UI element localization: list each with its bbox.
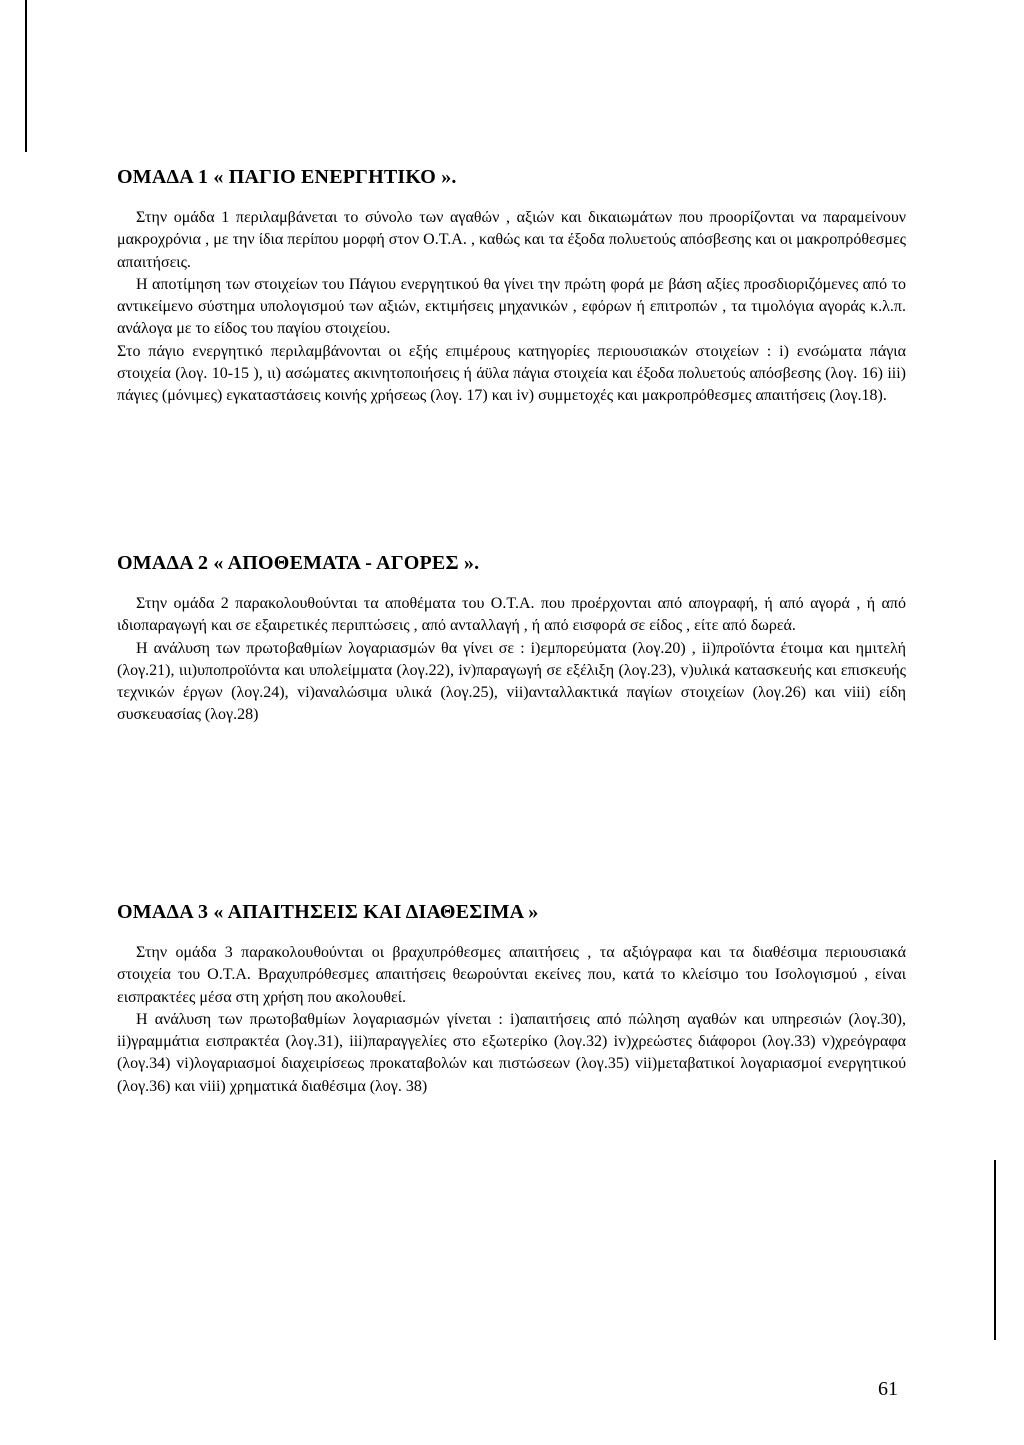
paragraph: Στην ομάδα 2 παρακολουθούνται τα αποθέματα του Ο.Τ.Α. που προέρχονται από απογραφή, ή από αγορά , ή από ιδιοπαραγωγή και σε εξαιρετικές περιπτώσεις , από ανταλλαγή , ή από εισφορά σε είδος , είτε από δωρεά. bbox=[117, 595, 906, 635]
margin-rule-bottom bbox=[994, 1160, 996, 1340]
section-body-group-3 bbox=[117, 942, 906, 1098]
paragraph: Στην ομάδα 3 παρακολουθούνται οι βραχυπρόθεσμες απαιτήσεις , τα αξιόγραφα και τα διαθέσιμα περιουσιακά στοιχεία του Ο.Τ.Α. Βραχυπρόθεσμες απαιτήσεις θεωρούνται εκείνες που, κατά το κλείσιμο του Ισολογισμού , είναι εισπρακτέες μέσα στη χρήση που ακολουθεί. bbox=[117, 944, 906, 1006]
paragraph: Η ανάλυση των πρωτοβαθμίων λογαριασμών θα γίνει σε : i)εμπορεύματα (λογ.20) , ii)προϊόντα έτοιμα και ημιτελή (λογ.21), ιιι)υποπροϊόντα και υπολείμματα (λογ.22), iv)παραγωγή σε εξέλιξη (λογ.23), v)υλικά κατασκευής και επισκευής τεχνικών έργων (λογ.24), vi)αναλώσιμα υλικά (λογ.25), vii)ανταλλακτικά παγίων στοιχείων (λογ.26) και viii) είδη συσκευασίας (λογ.28) bbox=[117, 639, 906, 724]
section-heading-group-1: ΟΜΑΔΑ 1 « ΠΑΓΙΟ ΕΝΕΡΓΗΤΙΚΟ ». bbox=[117, 166, 457, 188]
margin-rule-top bbox=[25, 0, 27, 152]
paragraph: Η ανάλυση των πρωτοβαθμίων λογαριασμών γίνεται : i)απαιτήσεις από πώληση αγαθών και υπηρεσιών (λογ.30), ii)γραμμάτια εισπρακτέα (λογ.31), iii)παραγγελίες στο εξωτερίκο (λογ.32) iv)χρεώστες διάφοροι (λογ.33) v)χρεόγραφα (λογ.34) vi)λογαριασμοί διαχειρίσεως προκαταβολών και πιστώσεων (λογ.35) vii)μεταβατικοί λογαριασμοί ενεργητικού (λογ.36) και viii) χρηματικά διαθέσιμα (λογ. 38) bbox=[117, 1010, 906, 1095]
document-page bbox=[117, 163, 906, 1098]
paragraph: Η αποτίμηση των στοιχείων του Πάγιου ενεργητικού θα γίνει την πρώτη φορά με βάση αξίες προσδιοριζόμενες από το αντικείμενο σύστημα υπολογισμού των αξιών, εκτιμήσεις μηχανικών , εφόρων ή επιτροπών , τα τιμολόγια αγοράς κ.λ.π. ανάλογα με το είδος του παγίου στοιχείου. bbox=[117, 275, 906, 338]
section-heading-group-3: ΟΜΑΔΑ 3 « ΑΠΑΙΤΗΣΕΙΣ ΚΑΙ ΔΙΑΘΕΣΙΜΑ » bbox=[117, 901, 539, 923]
section-body-group-2 bbox=[117, 593, 906, 898]
paragraph: Στο πάγιο ενεργητικό περιλαμβάνονται οι εξής επιμέρους κατηγορίες περιουσιακών στοιχείων : i) ενσώματα πάγια στοιχεία (λογ. 10-15 ), ιι) ασώματες ακινητοποιήσεις ή άϋλα πάγια στοιχεία και έξοδα πολυετούς απόσβεσης (λογ. 16) iii) πάγιες (μόνιμες) εγκαταστάσεις κοινής χρήσεως (λογ. 17) και iv) συμμετοχές και μακροπρόθεσμες απαιτήσεις (λογ.18). bbox=[117, 342, 906, 405]
section-body-group-1 bbox=[117, 207, 906, 549]
section-heading-group-2: ΟΜΑΔΑ 2 « ΑΠΟΘΕΜΑΤΑ - ΑΓΟΡΕΣ ». bbox=[117, 552, 480, 574]
paragraph: Στην ομάδα 1 περιλαμβάνεται το σύνολο των αγαθών , αξιών και δικαιωμάτων που προορίζονται να παραμείνουν μακροχρόνια , με την ίδια περίπου μορφή στον Ο.Τ.Α. , καθώς και τα έξοδα πολυετούς απόσβεσης και οι μακροπρόθεσμες απαιτήσεις. bbox=[117, 209, 906, 271]
page-number: 61 bbox=[878, 1378, 898, 1400]
